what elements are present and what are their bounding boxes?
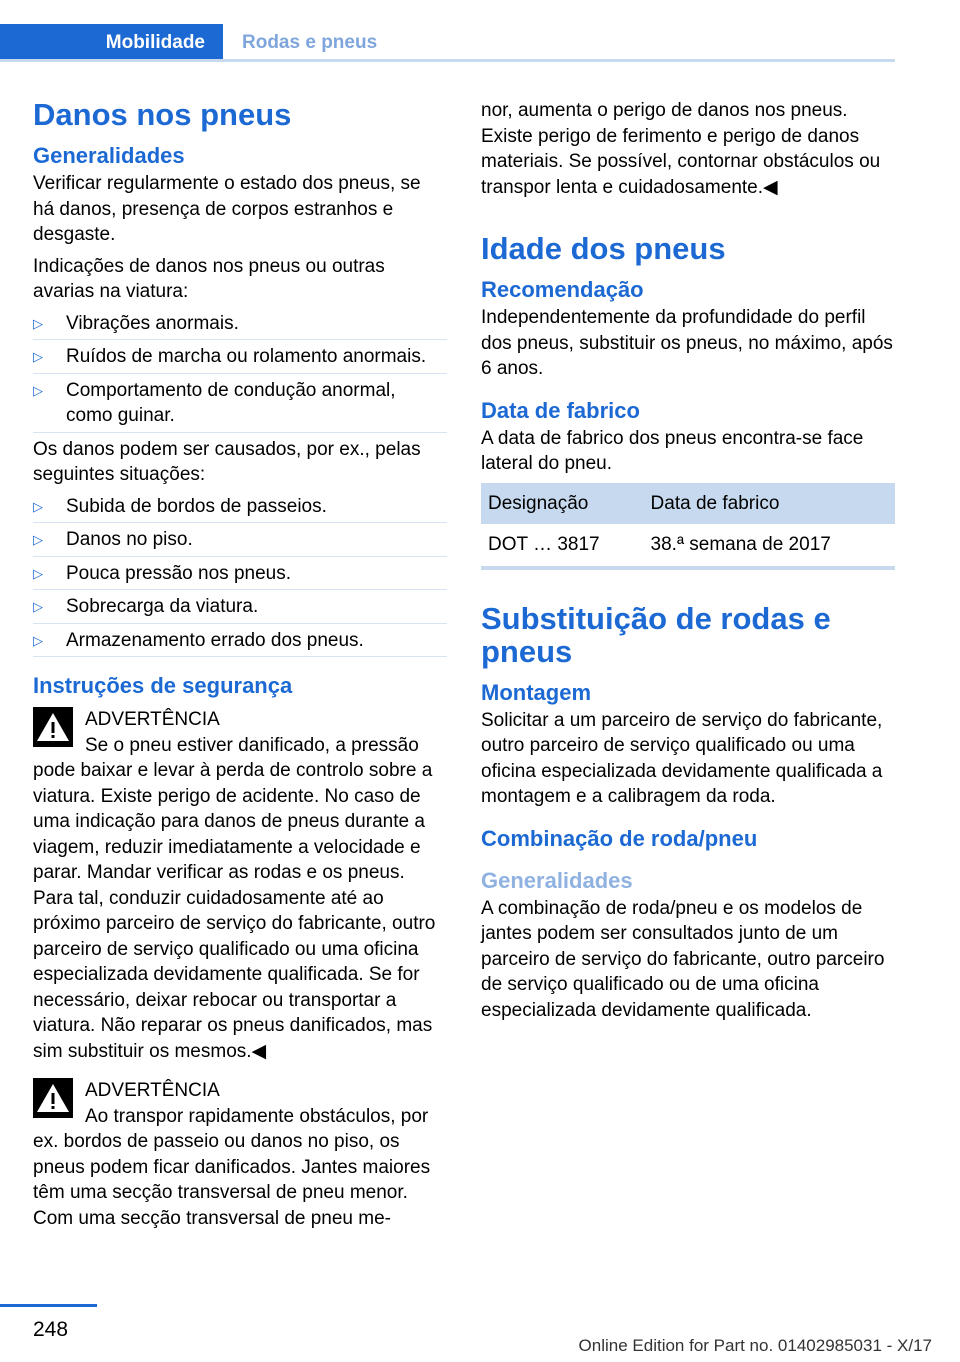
- heading-generalidades: Generalidades: [33, 143, 185, 168]
- table-header-cell: Designação: [481, 483, 644, 525]
- page-number: 248: [33, 1318, 69, 1341]
- list-causes: [33, 494, 447, 658]
- table-cell: 38.ª semana de 2017: [644, 524, 895, 568]
- list-item-text: Comportamento de condução anormal, como guinar.: [66, 379, 396, 426]
- tab-rodas-e-pneus[interactable]: Rodas e pneus: [242, 32, 378, 53]
- list-item: [33, 628, 447, 658]
- list-item: [33, 527, 447, 557]
- list-item-text: Armazenamento errado dos pneus.: [66, 629, 364, 651]
- triangle-bullet-icon: ▷: [33, 349, 43, 364]
- warning-text: Ao transpor rapidamente obstáculos, por ex. bordos de passeio ou danos no piso, os pneus podem ficar danificados. Jantes maiores têm uma secção transversal de pneu menor. Com uma secção transversal de pneu me-: [33, 1105, 431, 1229]
- triangle-bullet-icon: ▷: [33, 599, 43, 614]
- warning-title: ADVERTÊNCIA: [85, 709, 220, 730]
- triangle-bullet-icon: ▷: [33, 498, 43, 514]
- list-item-text: Subida de bordos de passeios.: [66, 495, 327, 517]
- warning-title: ADVERTÊNCIA: [85, 1080, 220, 1101]
- list-item-text: Vibrações anormais.: [66, 312, 239, 334]
- warning-block-2: [33, 1078, 447, 1231]
- heading-danos-nos-pneus: Danos nos pneus: [33, 97, 292, 132]
- list-item: [33, 494, 447, 524]
- triangle-bullet-icon: ▷: [33, 315, 43, 331]
- header-underline: [0, 59, 895, 62]
- tab-mobilidade[interactable]: Mobilidade: [0, 24, 223, 62]
- paragraph-date: A data de fabrico dos pneus encontra-se face lateral do pneu.: [481, 427, 864, 474]
- heading-substituicao: Substituição de rodas e pneus: [481, 600, 831, 669]
- triangle-bullet-icon: ▷: [33, 632, 43, 648]
- list-item-text: Danos no piso.: [66, 529, 193, 550]
- warning-triangle-icon: [33, 1078, 73, 1118]
- header-tabs: [0, 24, 895, 62]
- paragraph-mounting: Solicitar a um parceiro de serviço do fabricante, outro parceiro de serviço qualificado ou uma oficina especializada devidamente qualificada a montagem e a calibragem da roda.: [481, 709, 883, 807]
- triangle-bullet-icon: ▷: [33, 565, 43, 581]
- list-item-text: Ruídos de marcha ou rolamento anormais.: [66, 346, 427, 367]
- list-item: [33, 561, 447, 591]
- table-row: [481, 524, 895, 568]
- paragraph-recommendation: Independentemente da profundidade do perfil dos pneus, substituir os pneus, no máximo, após 6 anos.: [481, 307, 893, 379]
- heading-recomendacao: Recomendação: [481, 277, 644, 302]
- table-header-row: [481, 483, 895, 525]
- left-column: [33, 98, 447, 1245]
- list-item-text: Sobrecarga da viatura.: [66, 596, 259, 617]
- heading-generalidades-sub: Generalidades: [481, 867, 633, 893]
- list-item: [33, 344, 447, 374]
- heading-idade-dos-pneus: Idade dos pneus: [481, 231, 726, 266]
- triangle-bullet-icon: ▷: [33, 532, 43, 547]
- footer-edition: Online Edition for Part no. 01402985031 - X/17: [578, 1336, 932, 1355]
- paragraph-check: Verificar regularmente o estado dos pneus, se há danos, presença de corpos estranhos e desgaste.: [33, 173, 421, 245]
- warning-block-1: [33, 707, 447, 1064]
- paragraph-combination: A combinação de roda/pneu e os modelos de jantes podem ser consultados junto de um parceiro de serviço do fabricante, outro parceiro de serviço qualificado ou de uma oficina especializada devidamente qualificada.: [481, 897, 885, 1021]
- heading-montagem: Montagem: [481, 679, 591, 705]
- warning-triangle-icon: [33, 707, 73, 747]
- manufacture-date-table: [481, 483, 895, 570]
- table-header-cell: Data de fabrico: [644, 483, 895, 525]
- paragraph-signs: Indicações de danos nos pneus ou outras avarias na viatura:: [33, 255, 385, 302]
- table-cell: DOT … 3817: [481, 524, 644, 568]
- list-item: [33, 311, 447, 341]
- paragraph-continued: nor, aumenta o perigo de danos nos pneus. Existe perigo de ferimento e perigo de danos materiais. Se possível, contornar obstáculos ou transpor lenta e cuidadosamente.◀: [481, 100, 881, 198]
- list-item: [33, 594, 447, 624]
- list-signs: [33, 311, 447, 433]
- list-item-text: Pouca pressão nos pneus.: [66, 562, 291, 584]
- list-item: [33, 378, 447, 433]
- heading-data-de-fabrico: Data de fabrico: [481, 397, 640, 423]
- heading-combinacao: Combinação de roda/pneu: [481, 825, 758, 851]
- right-column: [481, 98, 895, 1029]
- heading-instrucoes-seguranca: Instruções de segurança: [33, 673, 293, 698]
- footer-rule: [0, 1304, 97, 1307]
- warning-text: Se o pneu estiver danificado, a pressão pode baixar e levar à perda de controlo sobre a viatura. Existe perigo de acidente. No caso de uma indicação para danos de pneus durante a viagem, reduzir imediatamente a velocidade e parar. Mandar verificar as rodas e os pneus. Para tal, conduzir cuidadosamente até ao próximo parceiro de serviço do fabricante, outro parceiro de serviço qualificado ou uma oficina especializada devidamente qualificada. Se for necessário, deixar rebocar ou transportar a viatura. Não reparar os pneus danificados, mas sim substituir os mesmos.◀: [33, 734, 436, 1062]
- triangle-bullet-icon: ▷: [33, 382, 43, 398]
- paragraph-causes: Os danos podem ser causados, por ex., pelas seguintes situações:: [33, 438, 421, 485]
